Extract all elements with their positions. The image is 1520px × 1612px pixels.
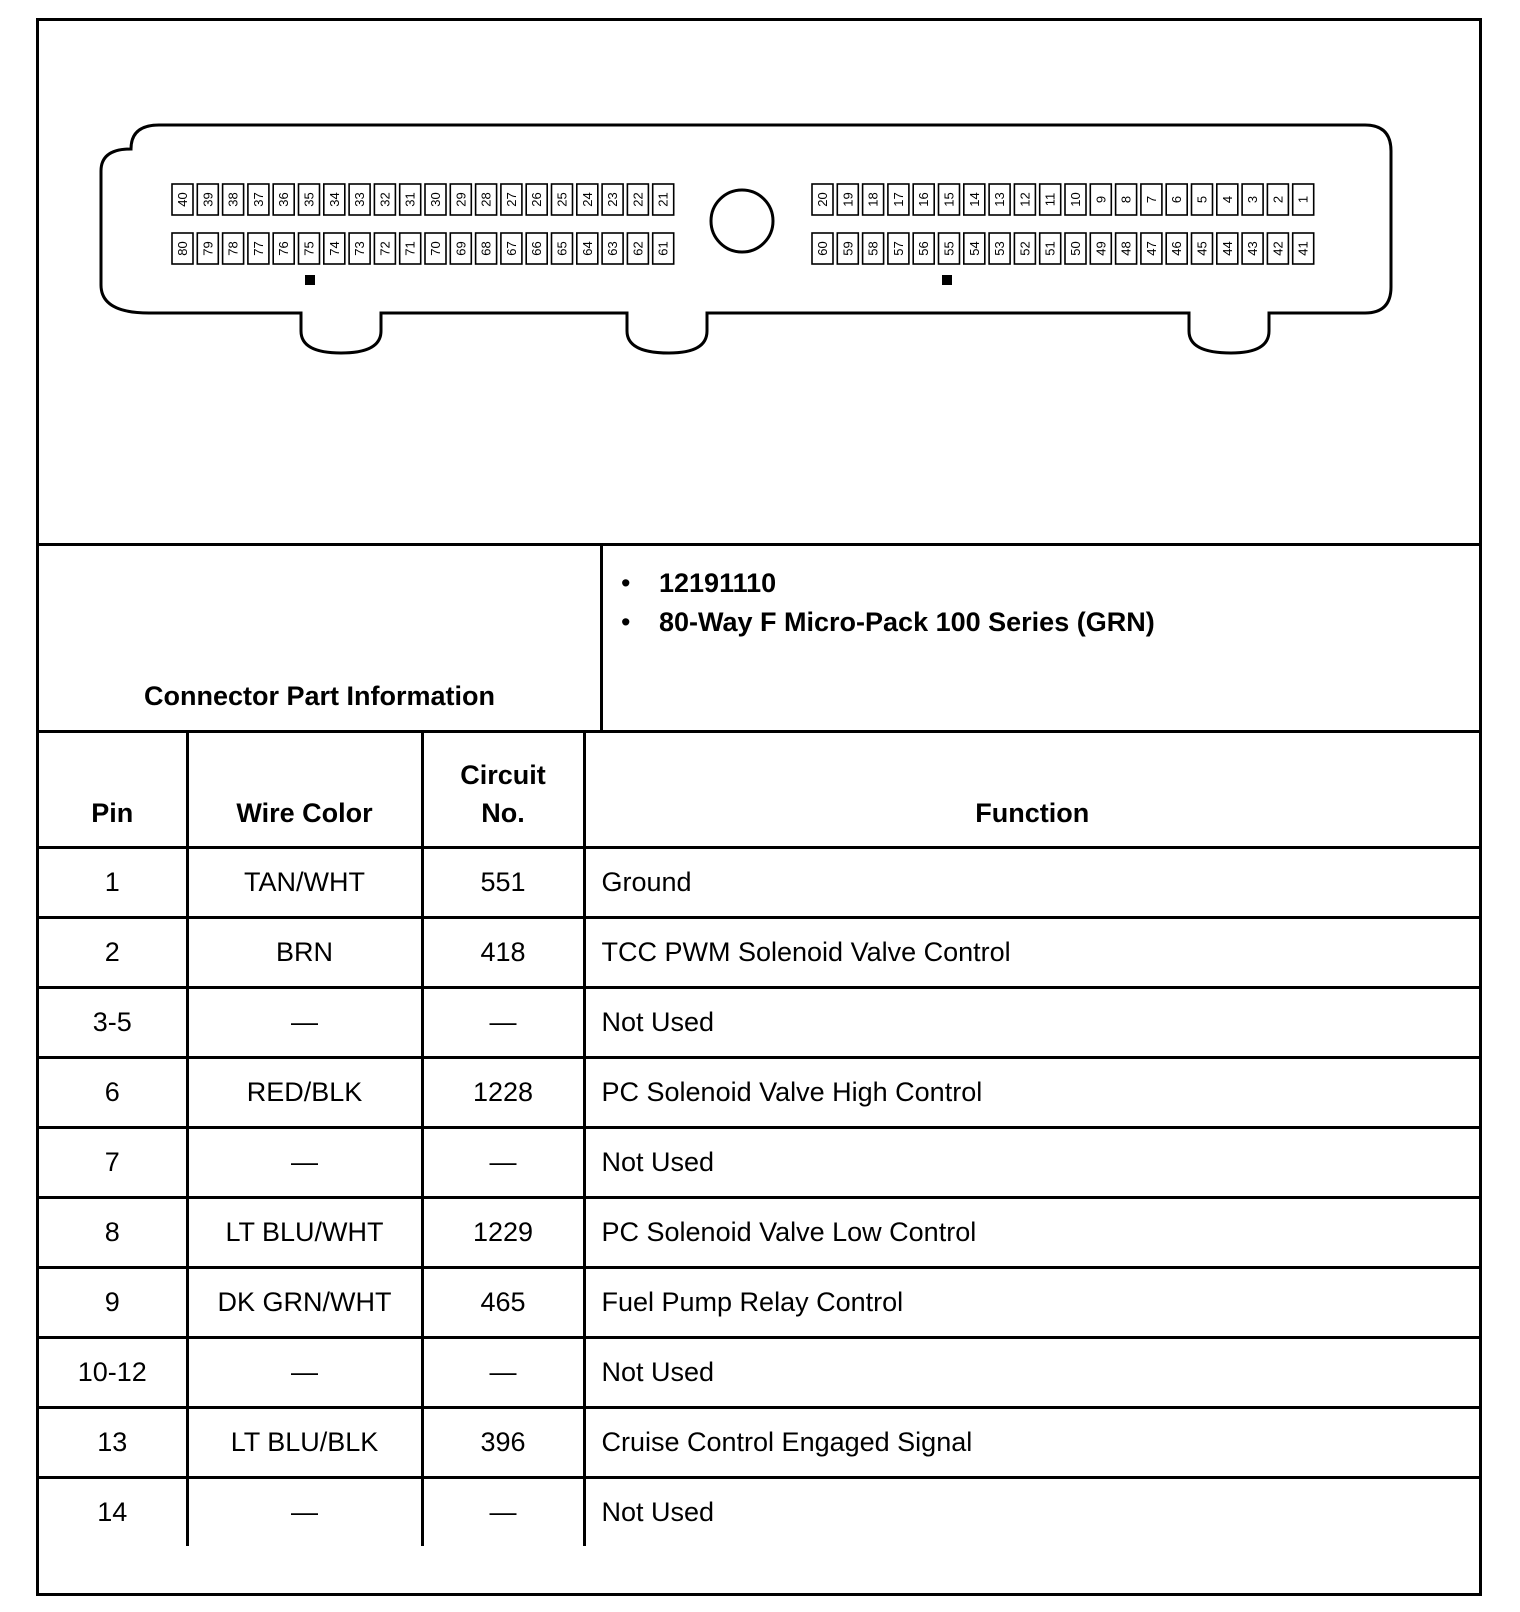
pin-cavity-60 bbox=[812, 233, 833, 264]
cell-wire-color: TAN/WHT bbox=[187, 848, 422, 918]
pin-cavity-39 bbox=[197, 184, 218, 215]
cell-wire-color: RED/BLK bbox=[187, 1058, 422, 1128]
pin-cavity-30 bbox=[425, 184, 446, 215]
pin-number-label: 12 bbox=[1017, 192, 1033, 207]
cell-circuit: 1228 bbox=[422, 1058, 584, 1128]
pin-number-label: 49 bbox=[1093, 241, 1109, 256]
pin-cavity-35 bbox=[299, 184, 320, 215]
cell-function: Not Used bbox=[584, 1338, 1479, 1408]
pin-number-label: 58 bbox=[865, 241, 881, 256]
pin-number-label: 77 bbox=[250, 241, 266, 256]
pin-number-label: 79 bbox=[200, 241, 216, 256]
part-info-list bbox=[603, 546, 1479, 642]
pin-cavity-68 bbox=[476, 233, 497, 264]
header-wire-color: Wire Color bbox=[187, 732, 422, 848]
cell-pin: 10-12 bbox=[39, 1338, 187, 1408]
pin-number-label: 19 bbox=[840, 192, 856, 207]
pin-cavity-24 bbox=[577, 184, 598, 215]
part-info-label-cell bbox=[39, 546, 603, 730]
pin-cavity-42 bbox=[1267, 233, 1288, 264]
cell-wire-color: LT BLU/BLK bbox=[187, 1408, 422, 1478]
pin-number-label: 61 bbox=[655, 241, 671, 256]
pin-number-label: 75 bbox=[301, 241, 317, 256]
cell-circuit: — bbox=[422, 1128, 584, 1198]
pin-number-label: 17 bbox=[890, 192, 906, 207]
pin-cavity-34 bbox=[324, 184, 345, 215]
pin-number-label: 9 bbox=[1093, 195, 1109, 204]
pin-number-label: 63 bbox=[605, 241, 621, 256]
pin-cavity-26 bbox=[526, 184, 547, 215]
pin-cavity-28 bbox=[476, 184, 497, 215]
pin-cavity-19 bbox=[837, 184, 858, 215]
pin-number-label: 39 bbox=[200, 192, 216, 207]
pin-cavity-57 bbox=[888, 233, 909, 264]
pin-number-label: 32 bbox=[377, 192, 393, 207]
pin-number-label: 43 bbox=[1245, 241, 1261, 256]
pin-cavity-51 bbox=[1040, 233, 1061, 264]
pin-cavity-47 bbox=[1141, 233, 1162, 264]
pin-number-label: 35 bbox=[301, 192, 317, 207]
pin-number-label: 20 bbox=[815, 192, 830, 207]
pin-number-label: 7 bbox=[1143, 195, 1159, 204]
pin-cavity-62 bbox=[627, 233, 648, 264]
pin-cavity-50 bbox=[1065, 233, 1086, 264]
cell-circuit: 465 bbox=[422, 1268, 584, 1338]
pin-cavity-72 bbox=[374, 233, 395, 264]
pin-cavity-63 bbox=[602, 233, 623, 264]
pin-cavity-53 bbox=[989, 233, 1010, 264]
pin-cavity-31 bbox=[400, 184, 421, 215]
pin-number-label: 50 bbox=[1068, 241, 1083, 256]
table-row bbox=[39, 918, 1479, 988]
pin-number-label: 3 bbox=[1245, 195, 1261, 204]
pin-cavity-36 bbox=[273, 184, 294, 215]
table-row bbox=[39, 1268, 1479, 1338]
pin-cavity-7 bbox=[1141, 184, 1162, 215]
pin-cavity-1 bbox=[1293, 184, 1314, 215]
cell-pin: 1 bbox=[39, 848, 187, 918]
cell-circuit: 418 bbox=[422, 918, 584, 988]
pin-number-label: 16 bbox=[916, 192, 932, 207]
pin-table bbox=[39, 730, 1479, 1546]
pin-number-label: 52 bbox=[1017, 241, 1033, 256]
pin-cavity-45 bbox=[1192, 233, 1213, 264]
connector-end-view bbox=[39, 21, 1479, 543]
cell-pin: 13 bbox=[39, 1408, 187, 1478]
pin-cavity-67 bbox=[501, 233, 522, 264]
pin-cavity-11 bbox=[1040, 184, 1061, 215]
pin-number-label: 25 bbox=[554, 192, 570, 207]
pin-number-label: 34 bbox=[326, 192, 342, 207]
header-pin: Pin bbox=[39, 732, 187, 848]
pin-cavity-2 bbox=[1267, 184, 1288, 215]
pin-number-label: 62 bbox=[630, 241, 646, 256]
cell-function: Not Used bbox=[584, 988, 1479, 1058]
pin-cavity-52 bbox=[1014, 233, 1035, 264]
header-circuit-no bbox=[422, 732, 584, 848]
connector-part-information bbox=[39, 543, 1479, 733]
cell-circuit: 396 bbox=[422, 1408, 584, 1478]
pin-number-label: 65 bbox=[554, 241, 570, 256]
pin-number-label: 40 bbox=[175, 192, 190, 207]
table-row bbox=[39, 1408, 1479, 1478]
pin-number-label: 5 bbox=[1194, 195, 1210, 204]
pin-cavity-21 bbox=[653, 184, 674, 215]
cell-function: Fuel Pump Relay Control bbox=[584, 1268, 1479, 1338]
connector-description: • 80-Way F Micro-Pack 100 Series (GRN) bbox=[621, 603, 1479, 642]
pin-number-label: 60 bbox=[815, 241, 830, 256]
pin-number-label: 11 bbox=[1042, 192, 1058, 207]
pin-cavity-59 bbox=[837, 233, 858, 264]
pin-cavity-4 bbox=[1217, 184, 1238, 215]
cell-pin: 3-5 bbox=[39, 988, 187, 1058]
pin-cavity-22 bbox=[627, 184, 648, 215]
pin-cavity-23 bbox=[602, 184, 623, 215]
pin-table-header bbox=[39, 732, 1479, 848]
alignment-hole bbox=[711, 190, 773, 252]
cell-circuit: 551 bbox=[422, 848, 584, 918]
pin-number-label: 44 bbox=[1219, 241, 1235, 256]
pin-number-label: 46 bbox=[1169, 241, 1185, 256]
pin-cavity-64 bbox=[577, 233, 598, 264]
pin-cavity-33 bbox=[349, 184, 370, 215]
table-row bbox=[39, 1198, 1479, 1268]
pin-cavity-58 bbox=[863, 233, 884, 264]
cell-pin: 8 bbox=[39, 1198, 187, 1268]
pin-cavity-69 bbox=[450, 233, 471, 264]
cell-function: Cruise Control Engaged Signal bbox=[584, 1408, 1479, 1478]
pin-cavity-78 bbox=[223, 233, 244, 264]
pin-number-label: 29 bbox=[453, 192, 469, 207]
cell-function: PC Solenoid Valve High Control bbox=[584, 1058, 1479, 1128]
pin-number-label: 2 bbox=[1270, 195, 1286, 204]
pin-cavity-70 bbox=[425, 233, 446, 264]
pin-number-label: 69 bbox=[453, 241, 469, 256]
cell-circuit: 1229 bbox=[422, 1198, 584, 1268]
pin-cavity-44 bbox=[1217, 233, 1238, 264]
connector-drawing bbox=[39, 21, 1479, 543]
pin-number-label: 31 bbox=[402, 192, 418, 207]
pin-number-label: 18 bbox=[865, 192, 881, 207]
cell-function: Not Used bbox=[584, 1128, 1479, 1198]
table-row bbox=[39, 1338, 1479, 1408]
pin-number-label: 74 bbox=[326, 241, 342, 256]
pin-cavity-80 bbox=[172, 233, 193, 264]
cell-circuit: — bbox=[422, 988, 584, 1058]
table-row bbox=[39, 1128, 1479, 1198]
polarization-mark-right bbox=[942, 275, 952, 285]
pin-cavity-71 bbox=[400, 233, 421, 264]
pin-number-label: 10 bbox=[1068, 192, 1083, 207]
pin-number-label: 72 bbox=[377, 241, 393, 256]
pin-number-label: 78 bbox=[225, 241, 241, 256]
pin-number-label: 53 bbox=[992, 241, 1008, 256]
cell-function: Ground bbox=[584, 848, 1479, 918]
pin-number-label: 15 bbox=[941, 192, 957, 207]
cell-wire-color: — bbox=[187, 1478, 422, 1547]
cell-wire-color: BRN bbox=[187, 918, 422, 988]
polarization-mark-left bbox=[305, 275, 315, 285]
pin-cavity-48 bbox=[1116, 233, 1137, 264]
pin-cavity-75 bbox=[299, 233, 320, 264]
pin-number-label: 42 bbox=[1270, 241, 1286, 256]
pin-cavity-5 bbox=[1192, 184, 1213, 215]
pin-cavity-54 bbox=[964, 233, 985, 264]
pin-cavity-77 bbox=[248, 233, 269, 264]
pin-number-label: 6 bbox=[1169, 195, 1185, 204]
pin-number-label: 54 bbox=[966, 241, 982, 256]
pin-cavity-16 bbox=[913, 184, 934, 215]
cell-circuit: — bbox=[422, 1478, 584, 1547]
table-row bbox=[39, 988, 1479, 1058]
pin-cavity-27 bbox=[501, 184, 522, 215]
cell-wire-color: LT BLU/WHT bbox=[187, 1198, 422, 1268]
pin-number-label: 73 bbox=[352, 241, 368, 256]
pin-number-label: 38 bbox=[225, 192, 241, 207]
pin-number-label: 24 bbox=[579, 192, 595, 207]
pin-cavity-74 bbox=[324, 233, 345, 264]
pin-number-label: 26 bbox=[529, 192, 545, 207]
cell-pin: 9 bbox=[39, 1268, 187, 1338]
table-row bbox=[39, 1478, 1479, 1547]
pin-cavity-41 bbox=[1293, 233, 1314, 264]
pin-number-label: 4 bbox=[1219, 195, 1235, 204]
table-row bbox=[39, 1058, 1479, 1128]
pin-number-label: 41 bbox=[1295, 241, 1311, 256]
pin-number-label: 64 bbox=[579, 241, 595, 256]
pin-cavity-10 bbox=[1065, 184, 1086, 215]
pin-cavity-8 bbox=[1116, 184, 1137, 215]
pin-number-label: 1 bbox=[1295, 195, 1311, 204]
pin-cavity-14 bbox=[964, 184, 985, 215]
part-info-list-cell bbox=[603, 546, 1479, 730]
pin-cavity-9 bbox=[1090, 184, 1111, 215]
cell-circuit: — bbox=[422, 1338, 584, 1408]
pin-cavity-25 bbox=[552, 184, 573, 215]
cell-pin: 2 bbox=[39, 918, 187, 988]
pin-number-label: 22 bbox=[630, 192, 646, 207]
pin-number-label: 8 bbox=[1118, 195, 1134, 204]
pin-number-label: 80 bbox=[175, 241, 190, 256]
cell-wire-color: — bbox=[187, 1128, 422, 1198]
pin-number-label: 14 bbox=[966, 192, 982, 207]
pin-cavity-13 bbox=[989, 184, 1010, 215]
header-circuit-line2: No. bbox=[481, 798, 525, 828]
pin-number-label: 57 bbox=[890, 241, 906, 256]
pin-cavity-55 bbox=[939, 233, 960, 264]
pin-cavity-12 bbox=[1014, 184, 1035, 215]
pin-cavity-20 bbox=[812, 184, 833, 215]
pin-cavity-40 bbox=[172, 184, 193, 215]
pin-cavity-37 bbox=[248, 184, 269, 215]
pin-cavity-29 bbox=[450, 184, 471, 215]
pin-cavity-66 bbox=[526, 233, 547, 264]
pin-number-label: 66 bbox=[529, 241, 545, 256]
pin-cavity-6 bbox=[1166, 184, 1187, 215]
pin-cavity-17 bbox=[888, 184, 909, 215]
pin-number-label: 23 bbox=[605, 192, 621, 207]
pin-number-label: 33 bbox=[352, 192, 368, 207]
part-number: • 12191110 bbox=[621, 564, 1479, 603]
pin-cavity-79 bbox=[197, 233, 218, 264]
pin-number-label: 71 bbox=[402, 241, 418, 256]
cell-wire-color: DK GRN/WHT bbox=[187, 1268, 422, 1338]
pin-number-label: 28 bbox=[478, 192, 494, 207]
pin-number-label: 70 bbox=[428, 241, 443, 256]
pin-cavity-49 bbox=[1090, 233, 1111, 264]
cell-wire-color: — bbox=[187, 1338, 422, 1408]
pin-cavity-56 bbox=[913, 233, 934, 264]
pin-number-label: 51 bbox=[1042, 241, 1058, 256]
pin-cavity-65 bbox=[552, 233, 573, 264]
pin-cavity-61 bbox=[653, 233, 674, 264]
pin-number-label: 27 bbox=[503, 192, 519, 207]
header-function: Function bbox=[584, 732, 1479, 848]
pin-cavity-38 bbox=[223, 184, 244, 215]
cell-function: TCC PWM Solenoid Valve Control bbox=[584, 918, 1479, 988]
pin-number-label: 59 bbox=[840, 241, 856, 256]
pin-cavity-46 bbox=[1166, 233, 1187, 264]
pin-number-label: 45 bbox=[1194, 241, 1210, 256]
cell-wire-color: — bbox=[187, 988, 422, 1058]
pin-number-label: 67 bbox=[503, 241, 519, 256]
pin-cavity-18 bbox=[863, 184, 884, 215]
pin-cavity-3 bbox=[1242, 184, 1263, 215]
cell-function: Not Used bbox=[584, 1478, 1479, 1547]
pin-number-label: 56 bbox=[916, 241, 932, 256]
pin-cavity-32 bbox=[374, 184, 395, 215]
pin-cavity-73 bbox=[349, 233, 370, 264]
header-circuit-line1: Circuit bbox=[460, 760, 546, 790]
pin-number-label: 55 bbox=[941, 241, 957, 256]
pin-number-label: 48 bbox=[1118, 241, 1134, 256]
pin-cavity-15 bbox=[939, 184, 960, 215]
cell-pin: 14 bbox=[39, 1478, 187, 1547]
cell-function: PC Solenoid Valve Low Control bbox=[584, 1198, 1479, 1268]
table-row bbox=[39, 848, 1479, 918]
pin-number-label: 13 bbox=[992, 192, 1008, 207]
cell-pin: 6 bbox=[39, 1058, 187, 1128]
cell-pin: 7 bbox=[39, 1128, 187, 1198]
part-info-label: Connector Part Information bbox=[143, 681, 495, 711]
pin-number-label: 37 bbox=[250, 192, 266, 207]
pin-number-label: 76 bbox=[276, 241, 292, 256]
pin-number-label: 68 bbox=[478, 241, 494, 256]
pin-number-label: 47 bbox=[1143, 241, 1159, 256]
pin-cavity-43 bbox=[1242, 233, 1263, 264]
pin-cavity-76 bbox=[273, 233, 294, 264]
pin-number-label: 36 bbox=[276, 192, 292, 207]
pin-number-label: 30 bbox=[428, 192, 443, 207]
pin-number-label: 21 bbox=[655, 192, 671, 207]
connector-sheet bbox=[36, 18, 1482, 1596]
